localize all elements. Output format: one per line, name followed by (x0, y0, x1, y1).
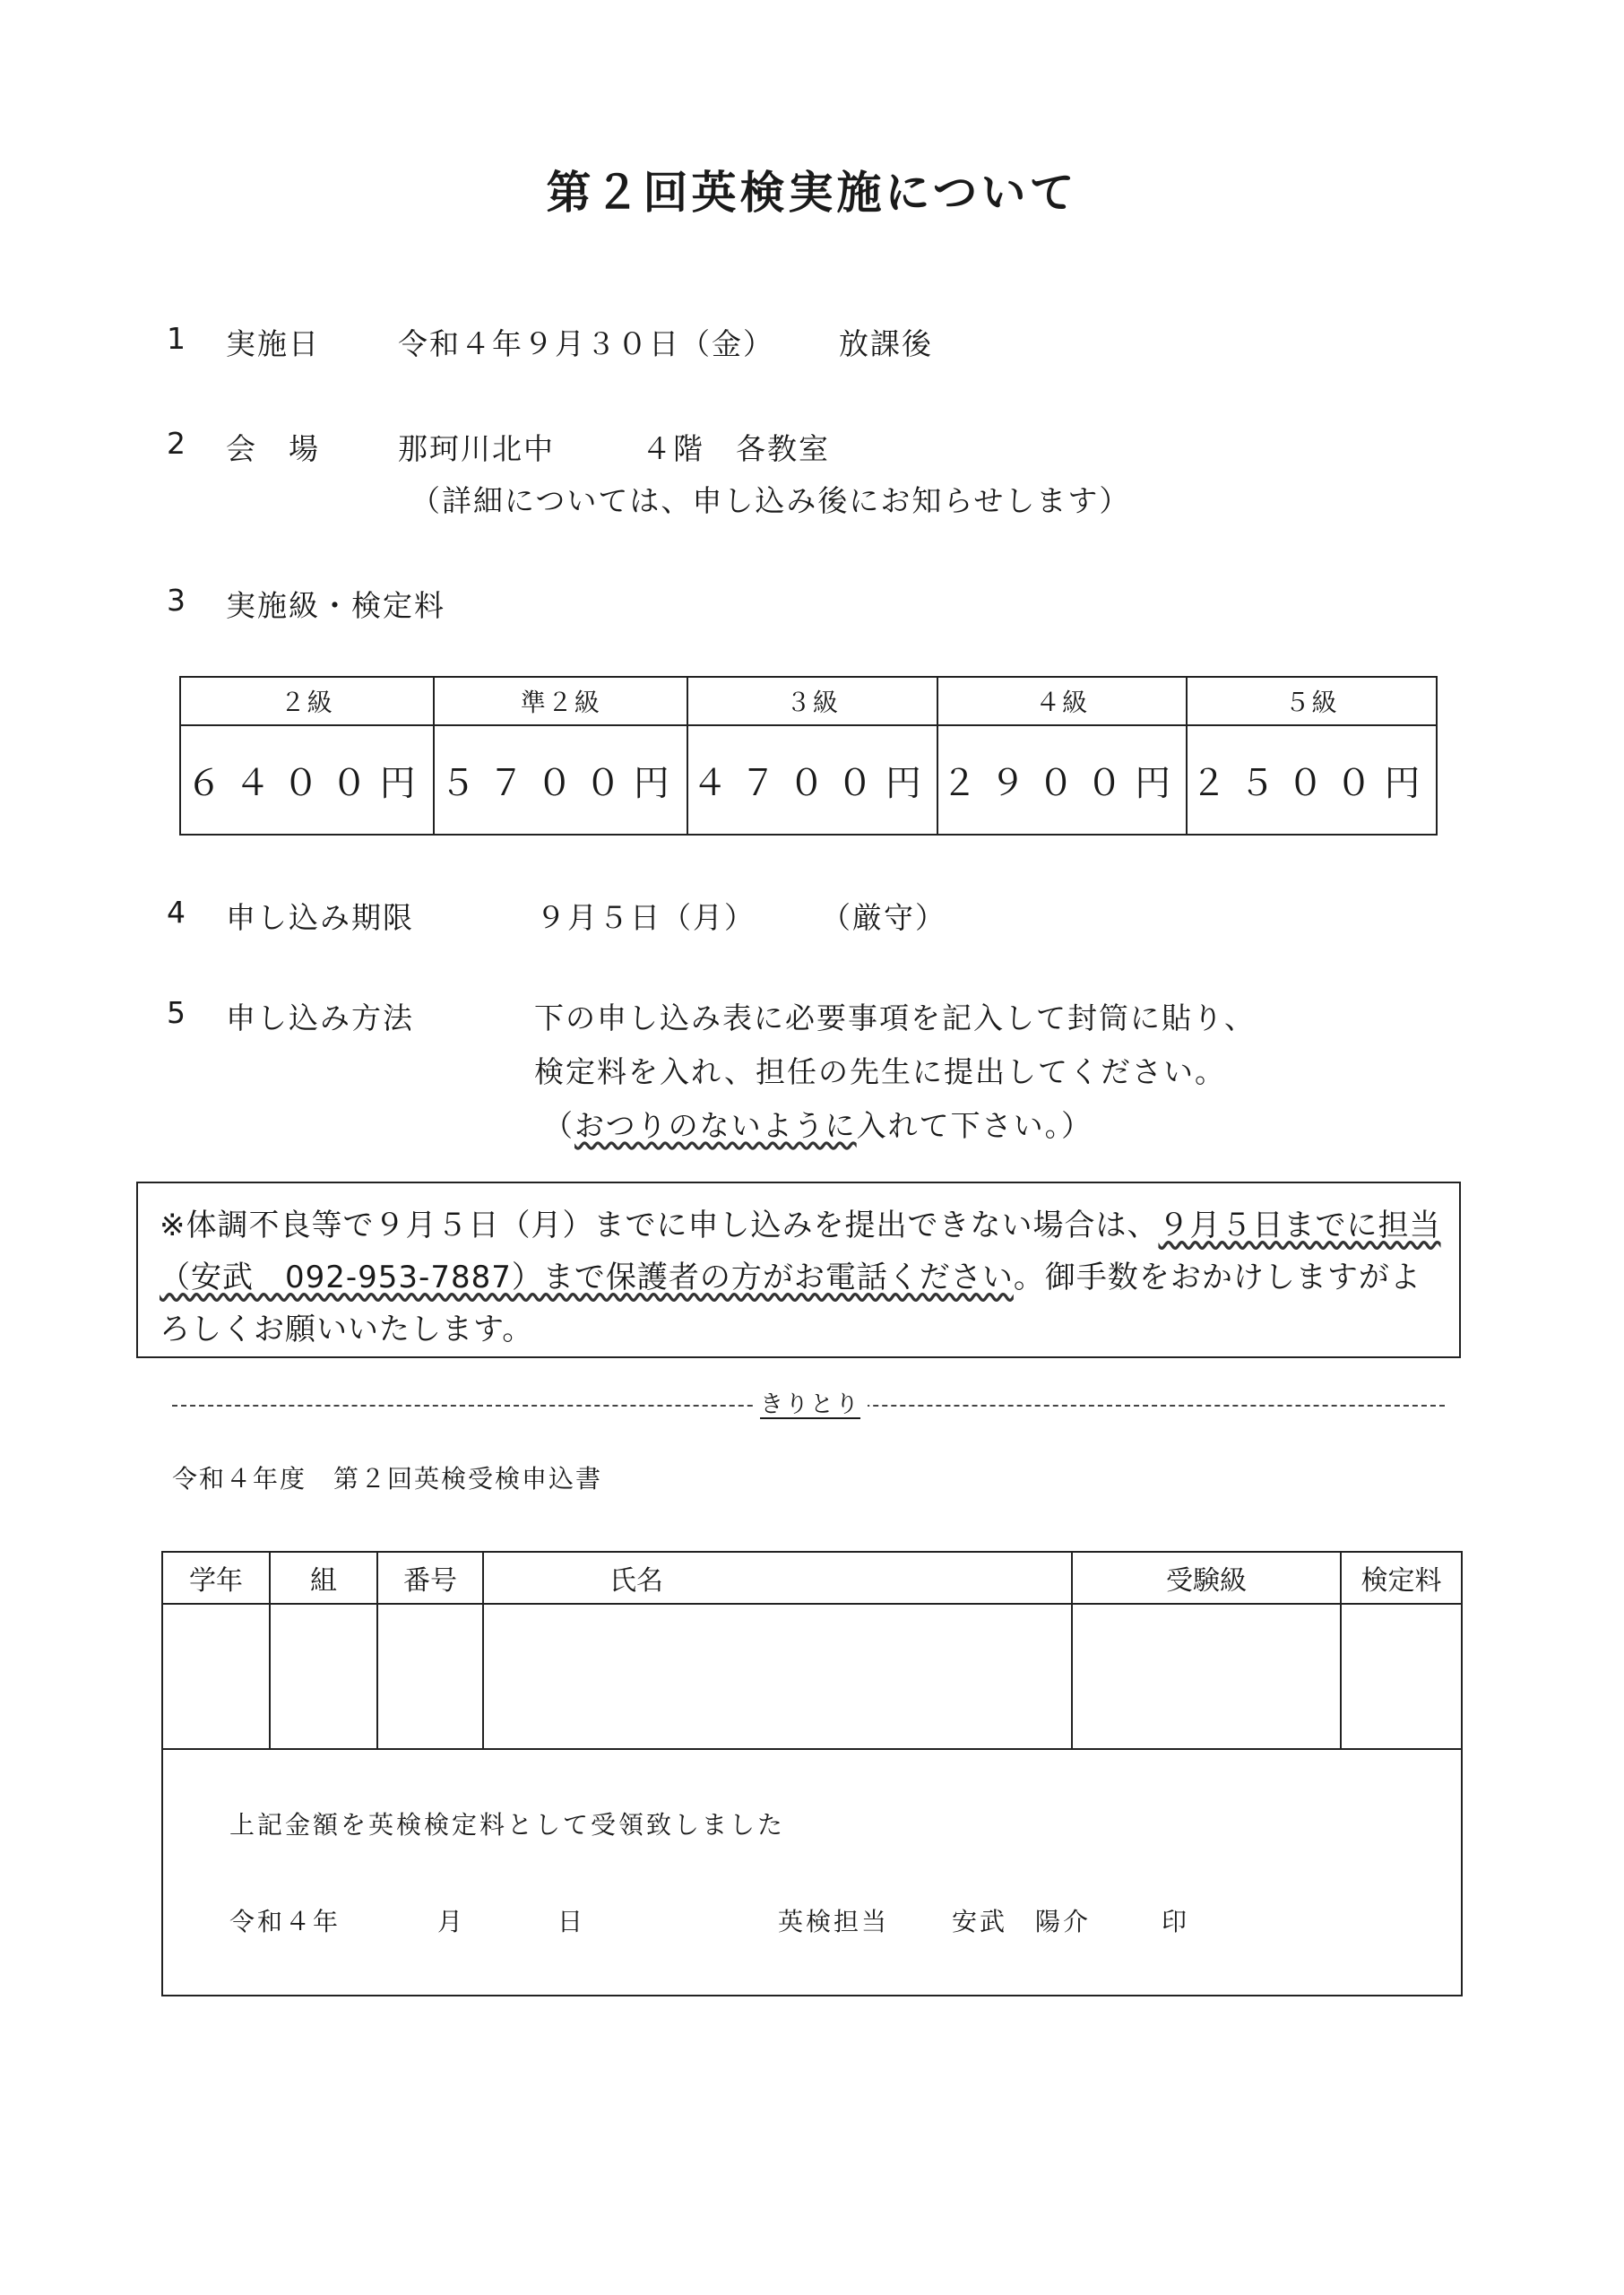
fee-grade: 準２級 (434, 677, 687, 725)
fee-price-row (180, 725, 1437, 835)
item-label: 実施日 (226, 326, 320, 361)
fee-grade: ４級 (937, 677, 1187, 725)
notice-text-1: ※体調不良等で９月５日（月）までに申し込みを提出できない場合は、 (160, 1208, 1159, 1243)
staff-name: 安武 陽介 (952, 1907, 1092, 1936)
notice-emphasis-deadline: ９月５日まで (1158, 1208, 1347, 1243)
exam-date: 令和４年９月３０日（金） (398, 326, 774, 361)
receipt-date-month: 月 (437, 1907, 463, 1936)
form-heading: 令和４年度 第２回英検受検申込書 (172, 1464, 603, 1494)
fee-grade: ５級 (1187, 677, 1437, 725)
receipt-box (161, 1748, 1463, 1996)
method-line-2: 検定料を入れ、担任の先生に提出してください。 (534, 1054, 1226, 1089)
application-table (161, 1551, 1463, 1750)
fee-price: ２５００円 (1187, 725, 1437, 835)
venue-note: （詳細については、申し込み後にお知らせします） (410, 483, 1131, 518)
item-number: 5 (167, 995, 187, 1030)
venue-school: 那珂川北中 (398, 431, 555, 466)
item-number: 2 (167, 426, 187, 461)
notice-box (136, 1182, 1461, 1358)
col-class: 組 (270, 1552, 377, 1604)
notice-text-2: 。御手数をおかけしますがよろしくお願いいたします。 (160, 1260, 1421, 1347)
fee-grade: ２級 (180, 677, 434, 725)
col-exam-grade: 受験級 (1072, 1552, 1341, 1604)
method-line-1: 下の申し込み表に必要事項を記入して封筒に貼り、 (534, 1000, 1256, 1035)
page-title: 第２回英検実施について (546, 167, 1078, 219)
application-header-row (162, 1552, 1462, 1604)
item-label: 実施級・検定料 (226, 588, 445, 623)
notice-emphasis-contact: に担当（安武 092-953-7887）まで保護者の方がお電話ください (160, 1208, 1441, 1295)
col-number: 番号 (377, 1552, 483, 1604)
item-number: 3 (167, 583, 187, 618)
item-number: 4 (167, 895, 187, 930)
paren-open: （ (543, 1108, 574, 1143)
fee-price: ６４００円 (180, 725, 434, 835)
item-number: 1 (167, 321, 187, 356)
method-line-3-rest: 入れて下さい。） (856, 1108, 1093, 1143)
item-label: 申し込み期限 (226, 900, 414, 935)
fee-price: ２９００円 (937, 725, 1187, 835)
fee-price: ４７００円 (687, 725, 937, 835)
field-exam-grade[interactable] (1072, 1604, 1341, 1749)
item-label: 会 場 (226, 431, 320, 466)
deadline-note: （厳守） (821, 900, 946, 935)
fee-grade: ３級 (687, 677, 937, 725)
deadline-date: ９月５日（月） (536, 900, 756, 935)
receipt-date-era: 令和４年 (229, 1907, 341, 1936)
cut-label: きりとり (753, 1386, 868, 1419)
field-grade-year[interactable] (162, 1604, 270, 1749)
col-grade-year: 学年 (162, 1552, 270, 1604)
staff-label: 英検担当 (778, 1907, 890, 1936)
fee-grade-row (180, 677, 1437, 725)
field-name[interactable] (483, 1604, 1072, 1749)
fee-table (179, 676, 1438, 836)
receipt-date-day: 日 (557, 1907, 583, 1936)
fee-price: ５７００円 (434, 725, 687, 835)
seal-mark: 印 (1162, 1907, 1188, 1936)
field-class[interactable] (270, 1604, 377, 1749)
application-input-row (162, 1604, 1462, 1749)
field-fee[interactable] (1341, 1604, 1462, 1749)
receipt-text: 上記金額を英検検定料として受領致しました (229, 1810, 786, 1840)
no-change-emphasis: おつりのないように (574, 1108, 857, 1143)
field-number[interactable] (377, 1604, 483, 1749)
item-label: 申し込み方法 (226, 1000, 414, 1035)
col-name: 氏名 (483, 1552, 1072, 1604)
col-fee: 検定料 (1341, 1552, 1462, 1604)
method-line-3 (543, 1103, 1093, 1145)
exam-time: 放課後 (839, 326, 933, 361)
venue-room: ４階 各教室 (642, 431, 830, 466)
